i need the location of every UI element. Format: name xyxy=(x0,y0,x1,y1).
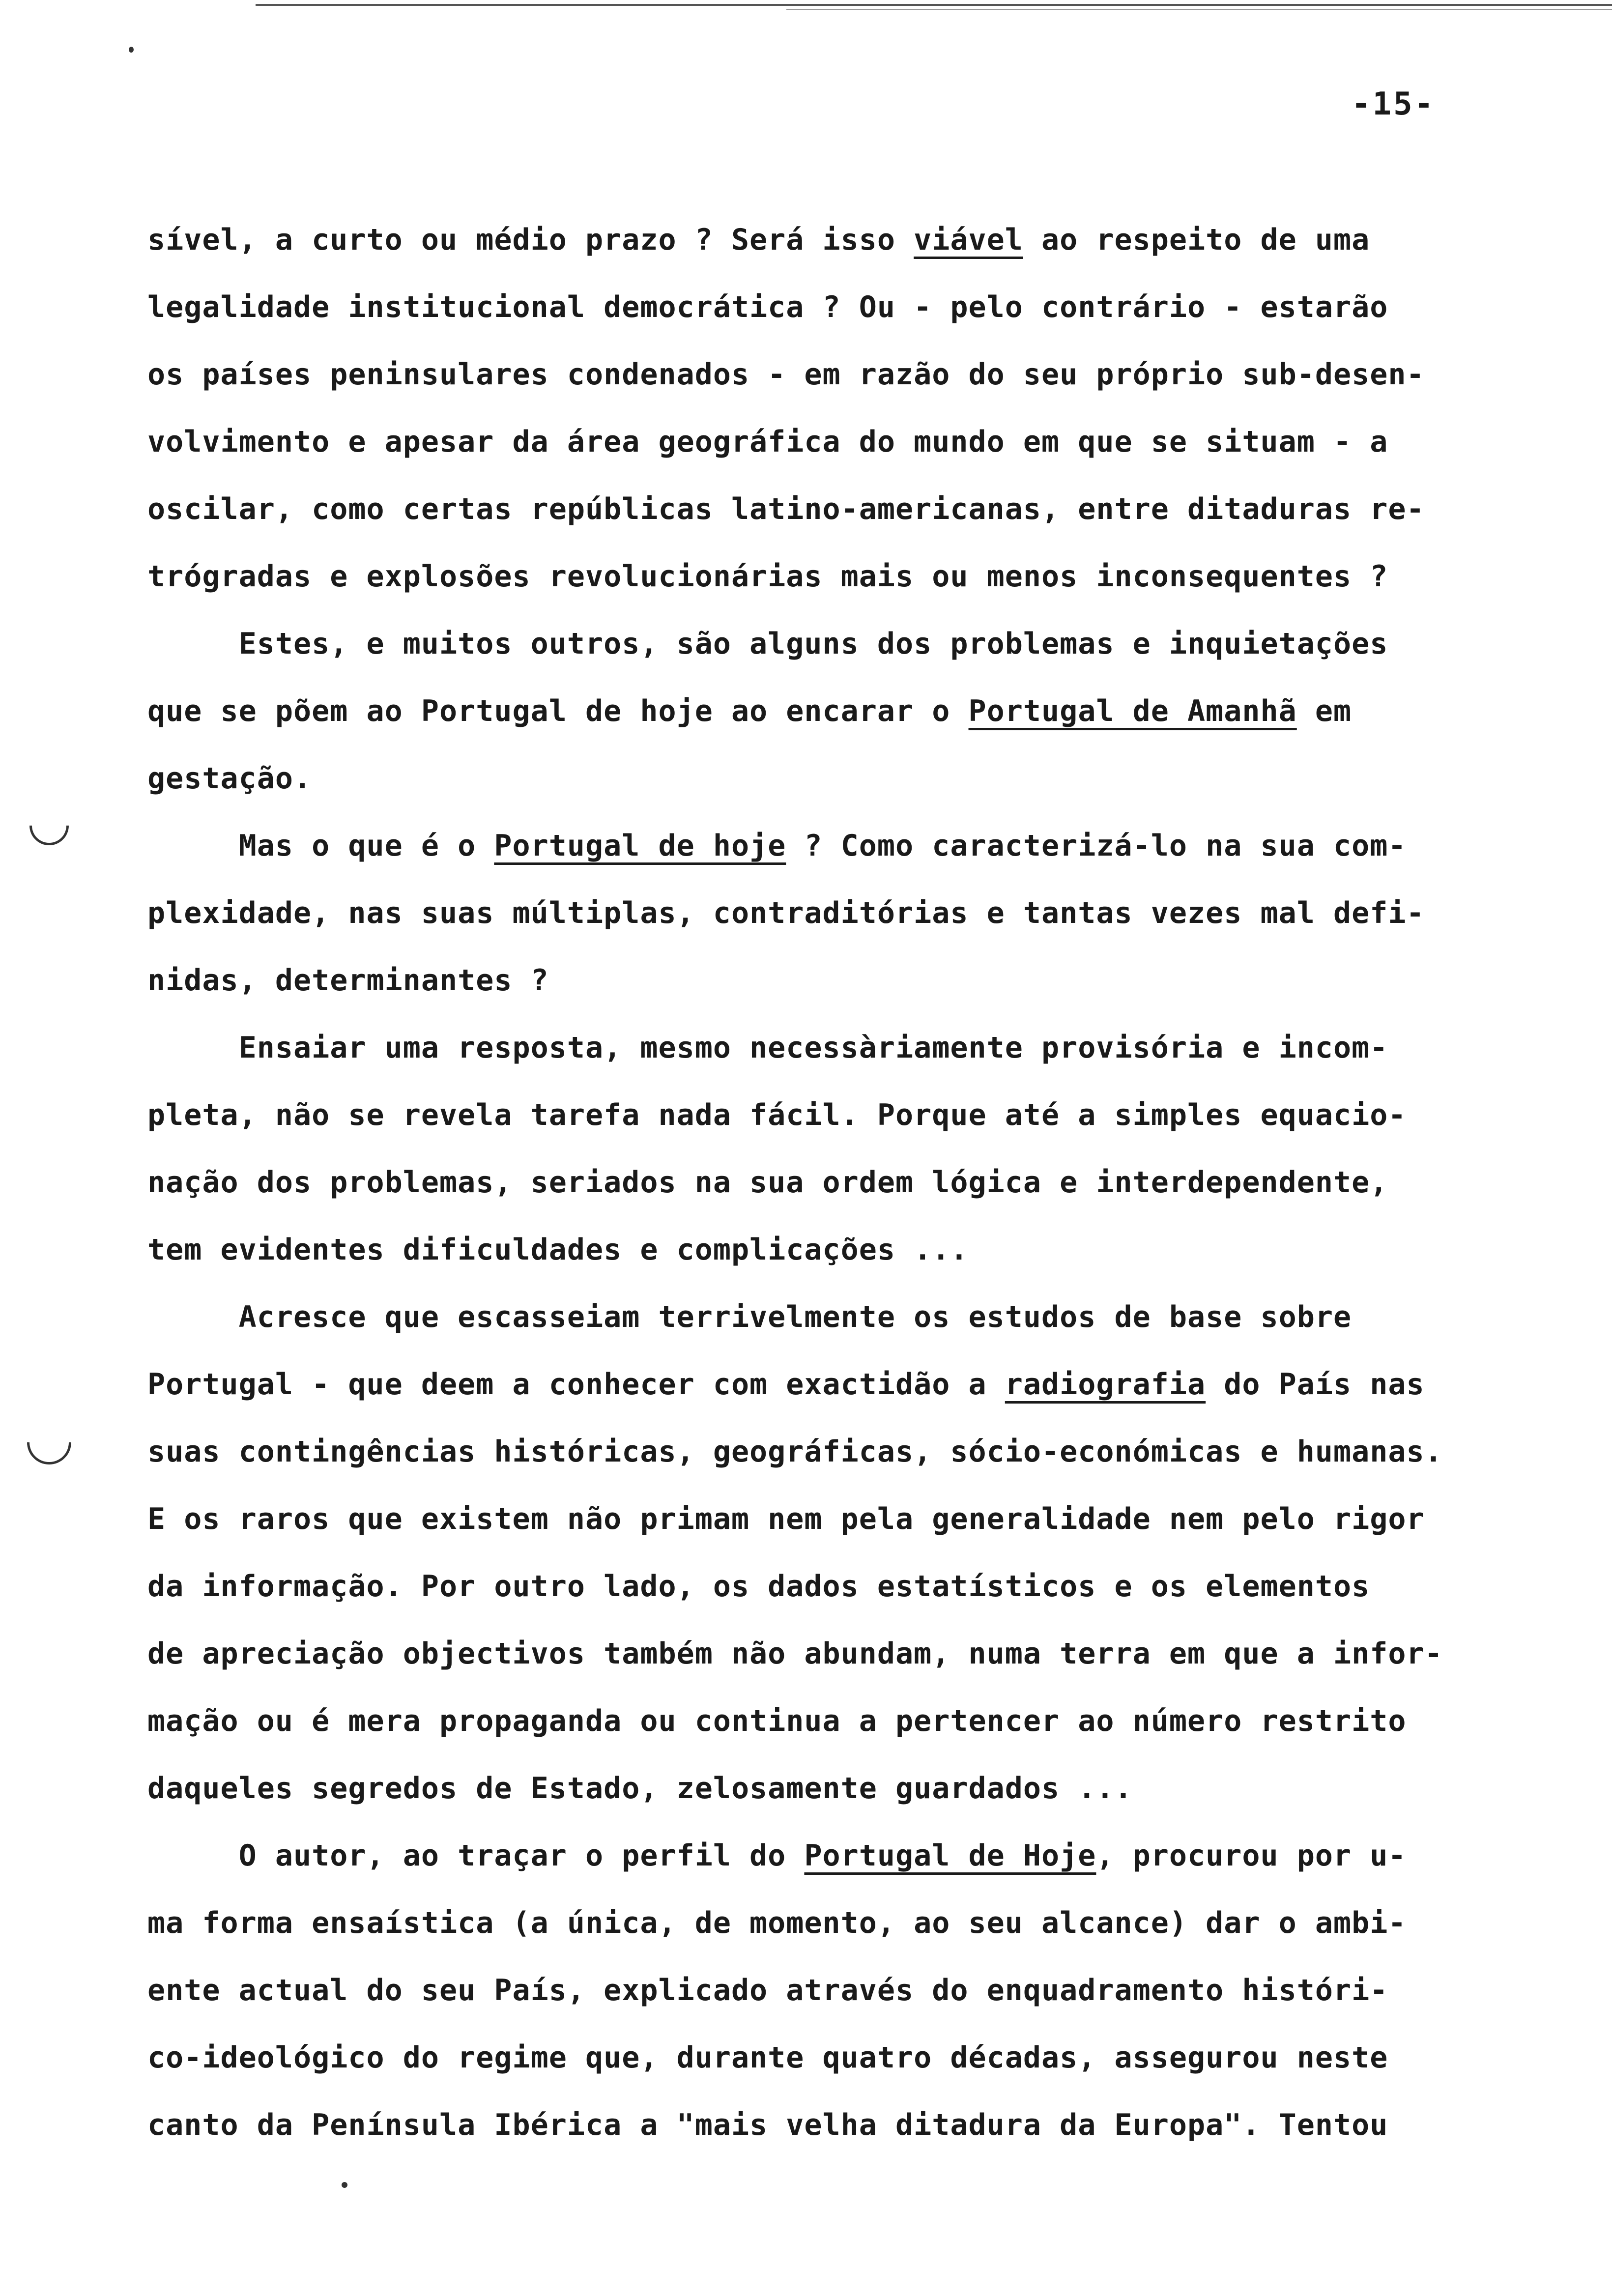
ink-speck xyxy=(342,2182,347,2188)
line-text: mação ou é mera propaganda ou continua a pertencer ao número restrito xyxy=(147,1704,1407,1738)
line-text: ? Como caracterizá-lo na sua com- xyxy=(786,829,1407,863)
underlined-term: viável xyxy=(914,223,1023,257)
text-line xyxy=(147,543,1563,610)
text-line xyxy=(147,1216,1563,1284)
line-text: em xyxy=(1296,694,1352,728)
line-text: legalidade institucional democrática ? Ou - pelo contrário - estarão xyxy=(147,290,1388,324)
line-text: E os raros que existem não primam nem pela generalidade nem pelo rigor xyxy=(147,1502,1425,1536)
line-text: , procurou por u- xyxy=(1096,1838,1407,1873)
text-line xyxy=(147,274,1563,341)
margin-hole-mark xyxy=(21,798,77,853)
typed-body-text xyxy=(147,206,1563,2159)
line-text: sível, a curto ou médio prazo ? Será isso xyxy=(147,223,914,257)
line-text: O autor, ao traçar o perfil do xyxy=(147,1838,805,1873)
text-line xyxy=(147,1418,1563,1486)
line-text: que se põem ao Portugal de hoje ao encarar o xyxy=(147,694,969,728)
line-text: ma forma ensaística (a única, de momento, ao seu alcance) dar o ambi- xyxy=(147,1906,1407,1940)
line-text: ao respeito de uma xyxy=(1023,223,1370,257)
ink-speck xyxy=(129,47,134,53)
underlined-term: radiografia xyxy=(1005,1367,1206,1402)
text-line xyxy=(147,1688,1563,1755)
page-number: -15- xyxy=(1352,86,1436,122)
text-line xyxy=(147,476,1563,543)
text-line xyxy=(147,2092,1563,2159)
text-line xyxy=(147,1486,1563,1553)
top-border-line xyxy=(256,4,1612,6)
text-line xyxy=(147,880,1563,947)
line-text: suas contingências históricas, geográficas, sócio-económicas e humanas. xyxy=(147,1435,1443,1469)
text-line xyxy=(147,2024,1563,2092)
text-line xyxy=(147,1553,1563,1620)
top-border-line-secondary xyxy=(786,9,1612,10)
line-text: do País nas xyxy=(1206,1367,1425,1402)
line-text: co-ideológico do regime que, durante quatro décadas, assegurou neste xyxy=(147,2040,1388,2075)
text-line xyxy=(147,408,1563,476)
text-line xyxy=(147,1014,1563,1082)
text-line xyxy=(147,1755,1563,1822)
text-line xyxy=(147,812,1563,880)
line-text: Portugal - que deem a conhecer com exactidão a xyxy=(147,1367,1005,1402)
line-text: os países peninsulares condenados - em razão do seu próprio sub-desen- xyxy=(147,357,1425,392)
line-text: nidas, determinantes ? xyxy=(147,963,549,998)
text-line xyxy=(147,947,1563,1014)
line-text: Estes, e muitos outros, são alguns dos problemas e inquietações xyxy=(147,627,1388,661)
line-text: Acresce que escasseiam terrivelmente os estudos de base sobre xyxy=(147,1300,1352,1334)
text-line xyxy=(147,745,1563,812)
text-line xyxy=(147,1890,1563,1957)
line-text: da informação. Por outro lado, os dados estatísticos e os elementos xyxy=(147,1569,1370,1604)
underlined-term: Portugal de Hoje xyxy=(804,1838,1096,1873)
line-text: pleta, não se revela tarefa nada fácil. Porque até a simples equacio- xyxy=(147,1098,1407,1132)
line-text: de apreciação objectivos também não abundam, numa terra em que a infor- xyxy=(147,1636,1443,1671)
text-line xyxy=(147,206,1563,274)
text-line xyxy=(147,341,1563,408)
underlined-term: Portugal de hoje xyxy=(494,829,786,863)
text-line xyxy=(147,1822,1563,1890)
line-text: plexidade, nas suas múltiplas, contraditórias e tantas vezes mal defi- xyxy=(147,896,1425,930)
line-text: daqueles segredos de Estado, zelosamente guardados ... xyxy=(147,1771,1133,1806)
text-line xyxy=(147,610,1563,678)
line-text: volvimento e apesar da área geográfica do mundo em que se situam - a xyxy=(147,425,1388,459)
line-text: gestação. xyxy=(147,761,312,796)
line-text: trógradas e explosões revolucionárias mais ou menos inconsequentes ? xyxy=(147,559,1388,594)
line-text: ente actual do seu País, explicado através do enquadramento históri- xyxy=(147,1973,1388,2008)
line-text: canto da Península Ibérica a "mais velha ditadura da Europa". Tentou xyxy=(147,2108,1388,2142)
line-text: Ensaiar uma resposta, mesmo necessàriamente provisória e incom- xyxy=(147,1031,1388,1065)
line-text: nação dos problemas, seriados na sua ordem lógica e interdependente, xyxy=(147,1165,1388,1200)
margin-hole-mark xyxy=(18,1411,80,1473)
text-line xyxy=(147,1284,1563,1351)
line-text: oscilar, como certas repúblicas latino-americanas, entre ditaduras re- xyxy=(147,492,1425,526)
underlined-term: Portugal de Amanhã xyxy=(968,694,1297,728)
text-line xyxy=(147,1351,1563,1418)
text-line xyxy=(147,1957,1563,2024)
text-line xyxy=(147,1082,1563,1149)
text-line xyxy=(147,1149,1563,1216)
line-text: Mas o que é o xyxy=(147,829,494,863)
line-text: tem evidentes dificuldades e complicações ... xyxy=(147,1233,969,1267)
text-line xyxy=(147,1620,1563,1688)
text-line xyxy=(147,678,1563,745)
